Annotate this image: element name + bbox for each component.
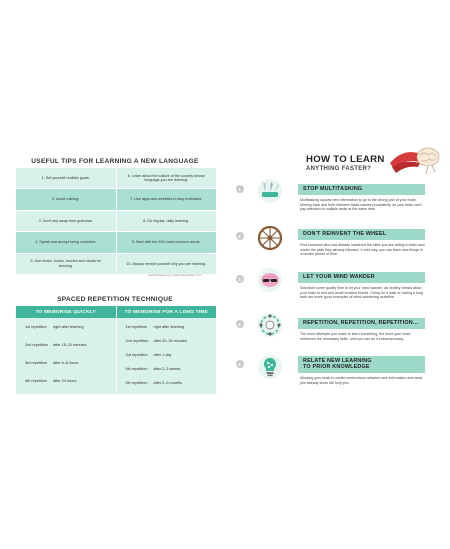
tip-cell: 10. Always remind yourself why you are learning.	[117, 254, 217, 274]
lightbulb-icon	[257, 354, 283, 380]
rep-time: after 15–20 minutes	[53, 343, 87, 347]
tip-text: The more attempts you make to learn something, the more your brain reinforces the necessary skills, until you can do it subconsciously.	[300, 332, 411, 341]
tip-text: Allowing your brain to create connections between new information and what you already know will help you.	[300, 376, 423, 385]
spaced-table	[16, 306, 216, 394]
rep-time: after 24 hours	[53, 379, 77, 383]
col-quick	[16, 318, 117, 394]
rep-time: after 2–3 weeks	[153, 367, 181, 371]
tip-cell: 5. Use music, books, movies and media for learning.	[16, 254, 117, 274]
step-number: 5.	[236, 360, 244, 368]
rep-time: after 20–30 minutes	[153, 339, 188, 343]
title-line-2: ANYTHING FASTER?	[306, 166, 372, 172]
step-number: 1.	[236, 185, 244, 193]
step-number: 3.	[236, 275, 244, 283]
tip-cell: 4. Speak and accept being corrected.	[16, 232, 117, 252]
tip-title-line: RELATE NEW LEARNING	[303, 358, 372, 364]
repetition-row	[25, 343, 87, 347]
rep-time: after 2–3 months	[153, 381, 182, 385]
tip-text: Find someone who has already mastered the skills you are willing to learn and model the path they already followed. In this way, you can learn new things in a shorter period of time.	[300, 243, 425, 257]
knife-tool-icon	[257, 178, 283, 204]
table-row	[16, 168, 216, 188]
tip-cell: 8. Do regular, daily learning.	[117, 211, 217, 231]
repetition-row	[126, 353, 172, 357]
tip-cell: 3. Don't shy away from grammar.	[16, 211, 117, 231]
flying-brain-icon	[388, 143, 446, 179]
repeat-cycle-icon	[257, 312, 283, 338]
tip-cell: 1. Set yourself realistic goals.	[16, 168, 117, 188]
rep-number: 5th repetition	[125, 381, 148, 385]
tip-title-repetition: REPETITION, REPETITION, REPETITION...	[298, 318, 425, 329]
tip-text: Multitasking causes new information to go to the wrong part of your brain. Moving back and forth between tasks wastes productivity, as your brain can't pay attention to multiple tasks at the same time.	[300, 198, 422, 212]
col-long	[117, 318, 217, 394]
tip-title-stop-multitasking: STOP MULTITASKING	[298, 184, 425, 195]
table-row	[16, 210, 216, 231]
tip-title-reinvent-wheel: DON'T REINVENT THE WHEEL	[298, 229, 425, 240]
repetition-row	[126, 367, 181, 371]
repetition-row	[126, 325, 185, 329]
tip-cell: 9. Start with the 100 most common words.	[117, 232, 217, 252]
tip-title-line: TO PRIOR KNOWLEDGE	[303, 364, 370, 371]
rep-number: 3rd repetition	[125, 353, 148, 357]
tip-cell: 7. Use apps and websites to stay motivated.	[117, 189, 217, 209]
tips-title: USEFUL TIPS FOR LEARNING A NEW LANGUAGE	[31, 158, 199, 165]
rep-time: after 6–8 hours	[53, 361, 79, 365]
table-row	[16, 231, 216, 252]
table-row	[16, 253, 216, 274]
tip-title-mind-wander: LET YOUR MIND WANDER	[298, 272, 425, 283]
rep-number: 4th repetition	[25, 379, 47, 383]
rep-time: after 1 day	[153, 353, 172, 357]
spaced-body	[16, 318, 216, 394]
wheel-icon	[257, 225, 283, 251]
tips-table	[16, 168, 216, 270]
col-header-quick: TO MEMORISE QUICKLY	[16, 306, 117, 318]
title-line-1: HOW TO LEARN	[306, 154, 385, 165]
repetition-row	[25, 379, 76, 383]
repetition-row	[126, 381, 183, 385]
rep-time: right after learning	[53, 325, 84, 329]
spaced-header	[16, 306, 216, 318]
step-number: 2.	[236, 232, 244, 240]
rep-number: 2nd repetition	[25, 343, 49, 347]
tip-cell: 2. Avoid rushing.	[16, 189, 117, 209]
tip-title-relate-learning	[298, 356, 425, 373]
table-row	[16, 188, 216, 209]
spaced-title: SPACED REPETITION TECHNIQUE	[57, 296, 173, 303]
col-header-long: TO MEMORISE FOR A LONG TIME	[124, 309, 208, 315]
rep-number: 1st repetition	[25, 325, 47, 329]
rep-time: right after learning	[153, 325, 185, 329]
brain-sunglasses-icon	[257, 267, 283, 293]
repetition-row	[126, 339, 188, 343]
repetition-row	[25, 361, 79, 365]
tips-source: www.lifehack.org, www.theguardian.com	[148, 273, 202, 277]
repetition-row	[25, 325, 84, 329]
rep-number: 2nd repetition	[125, 339, 149, 343]
rep-number: 1st repetition	[125, 325, 148, 329]
step-number: 4.	[236, 320, 244, 328]
tip-cell: 6. Learn about the culture of the country whose language you are learning.	[117, 168, 217, 188]
tip-text: Schedule some quality time to let your mind wander, as healthy breaks allow your brain to rest and avoid creative blocks. Going for a walk or having a long bath are some good examples of mind-wandering activities.	[300, 286, 423, 300]
rep-number: 3rd repetition	[25, 361, 48, 365]
rep-number: 4th repetition	[125, 367, 148, 371]
